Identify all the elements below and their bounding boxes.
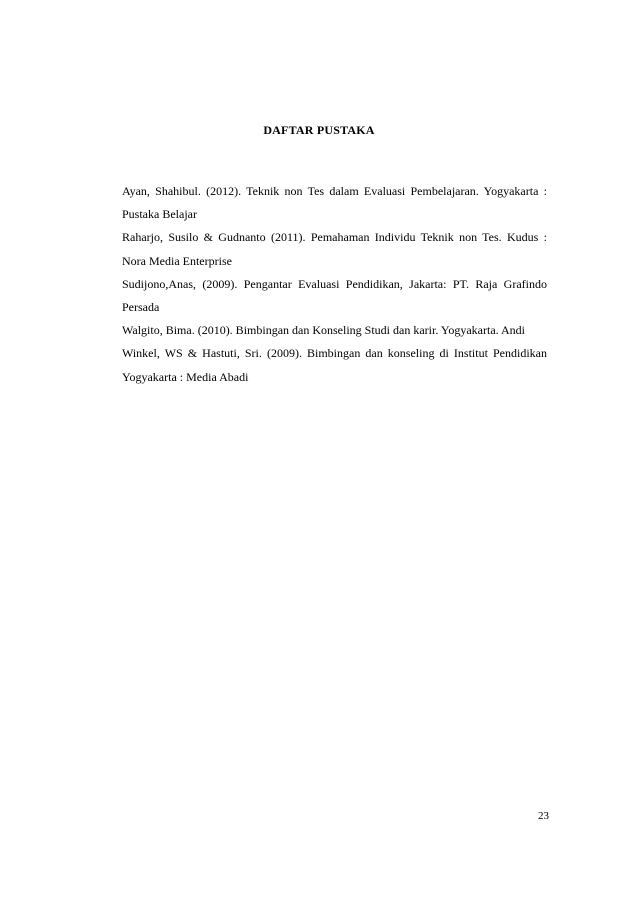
reference-list xyxy=(122,180,547,389)
reference-item: Raharjo, Susilo & Gudnanto (2011). Pemahaman Individu Teknik non Tes. Kudus : Nora Media Enterprise xyxy=(122,230,547,268)
reference-item: Ayan, Shahibul. (2012). Teknik non Tes dalam Evaluasi Pembelajaran. Yogyakarta : Pustaka Belajar xyxy=(122,184,547,222)
page-title: DAFTAR PUSTAKA xyxy=(263,123,375,137)
page-number: 23 xyxy=(538,810,549,822)
reference-item: Winkel, WS & Hastuti, Sri. (2009). Bimbingan dan konseling di Institut Pendidikan Yogyakarta : Media Abadi xyxy=(122,346,547,384)
reference-item: Walgito, Bima. (2010). Bimbingan dan Konseling Studi dan karir. Yogyakarta. Andi xyxy=(122,323,525,338)
reference-item: Sudijono,Anas, (2009). Pengantar Evaluasi Pendidikan, Jakarta: PT. Raja Grafindo Persada xyxy=(122,276,547,315)
